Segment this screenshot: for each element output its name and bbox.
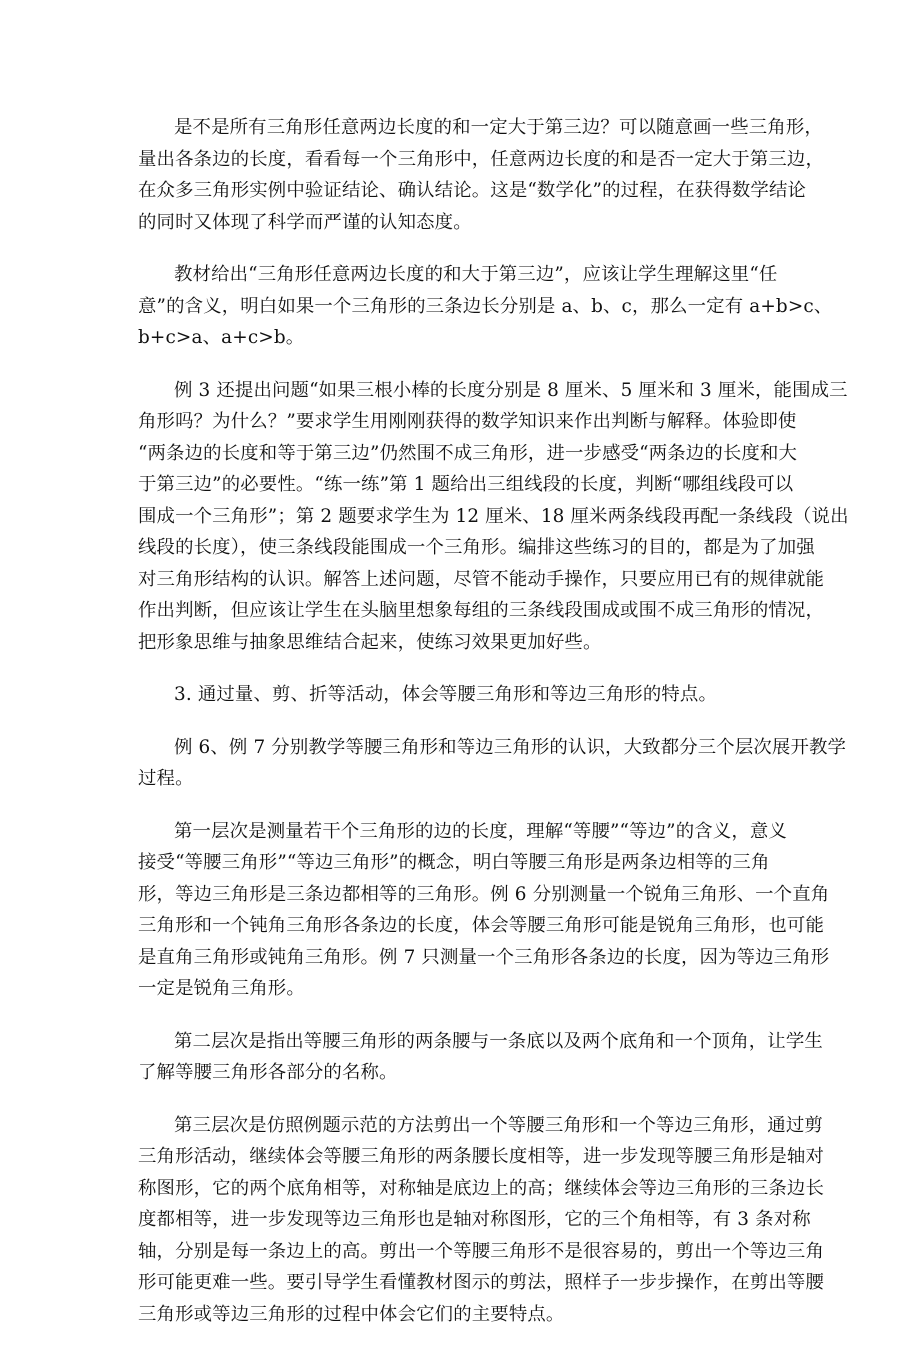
text-line: 第二层次是指出等腰三角形的两条腰与一条底以及两个底角和一个顶角，让学生 xyxy=(174,1030,823,1052)
text-line: 3. 通过量、剪、折等活动，体会等腰三角形和等边三角形的特点。 xyxy=(174,684,717,705)
text-line: 把形象思维与抽象思维结合起来，使练习效果更加好些。 xyxy=(138,631,602,653)
text-line: 形可能更难一些。要引导学生看懂教材图示的剪法，照样子一步步操作，在剪出等腰 xyxy=(138,1272,825,1293)
text-line: 意”的含义，明白如果一个三角形的三条边长分别是 a、b、c，那么一定有 a+b>c、 xyxy=(138,295,833,317)
text-line: 是不是所有三角形任意两边长度的和一定大于第三边？可以随意画一些三角形， xyxy=(174,117,823,138)
text-line: 对三角形结构的认识。解答上述问题，尽管不能动手操作，只要应用已有的规律就能 xyxy=(138,568,825,590)
text-line: 线段的长度），使三条线段能围成一个三角形。编排这些练习的目的，都是为了加强 xyxy=(138,537,815,558)
text-line: 三角形和一个钝角三角形各条边的长度，体会等腰三角形可能是锐角三角形，也可能 xyxy=(138,915,825,936)
text-line: b+c>a、a+c>b。 xyxy=(138,327,305,348)
text-line: 轴，分别是每一条边上的高。剪出一个等腰三角形不是很容易的，剪出一个等边三角 xyxy=(138,1240,825,1262)
text-line: 了解等腰三角形各部分的名称。 xyxy=(138,1062,398,1083)
text-line: 度都相等，进一步发现等边三角形也是轴对称图形，它的三个角相等，有 3 条对称 xyxy=(138,1209,811,1230)
text-line: “两条边的长度和等于第三边”仍然围不成三角形，进一步感受“两条边的长度和大 xyxy=(138,442,798,464)
text-line: 教材给出“三角形任意两边长度的和大于第三边”，应该让学生理解这里“任 xyxy=(174,264,778,285)
paragraph-first-level xyxy=(138,816,830,1005)
text-line: 例 6、例 7 分别教学等腰三角形和等边三角形的认识，大致都分三个层次展开教学 xyxy=(174,736,847,758)
paragraph-example-3 xyxy=(138,375,849,659)
text-line: 第三层次是仿照例题示范的方法剪出一个等腰三角形和一个等边三角形，通过剪 xyxy=(174,1114,823,1136)
text-line: 三角形或等边三角形的过程中体会它们的主要特点。 xyxy=(138,1303,565,1325)
text-line: 围成一个三角形”；第 2 题要求学生为 12 厘米、18 厘米两条线段再配一条线段（说出 xyxy=(138,505,849,527)
text-line: 角形吗？为什么？”要求学生用刚刚获得的数学知识来作出判断与解释。体验即使 xyxy=(138,411,797,432)
text-line: 一定是锐角三角形。 xyxy=(138,978,305,999)
section-heading-3 xyxy=(138,679,782,711)
text-line: 形，等边三角形是三条边都相等的三角形。例 6 分别测量一个锐角三角形、一个直角 xyxy=(138,883,830,905)
text-line: 第一层次是测量若干个三角形的边的长度，理解“等腰”“等边”的含义，意义 xyxy=(174,820,787,842)
text-line: 在众多三角形实例中验证结论、确认结论。这是“数学化”的过程，在获得数学结论 xyxy=(138,180,807,201)
text-line: 过程。 xyxy=(138,768,194,789)
paragraph-third-level xyxy=(138,1110,825,1331)
paragraph-second-level xyxy=(138,1026,823,1089)
text-line: 作出判断，但应该让学生在头脑里想象每组的三条线段围成或围不成三角形的情况， xyxy=(138,600,825,621)
text-line: 于第三边”的必要性。“练一练”第 1 题给出三组线段的长度，判断“哪组线段可以 xyxy=(138,474,794,495)
text-line: 的同时又体现了科学而严谨的认知态度。 xyxy=(138,211,472,233)
text-line: 是直角三角形或钝角三角形。例 7 只测量一个三角形各条边的长度，因为等边三角形 xyxy=(138,946,830,968)
paragraph-textbook-statement xyxy=(138,259,833,354)
text-line: 接受“等腰三角形”“等边三角形”的概念，明白等腰三角形是两条边相等的三角 xyxy=(138,852,770,873)
text-line: 量出各条边的长度，看看每一个三角形中，任意两边长度的和是否一定大于第三边， xyxy=(138,148,825,170)
document-page xyxy=(138,112,849,1351)
text-line: 例 3 还提出问题“如果三根小棒的长度分别是 8 厘米、5 厘米和 3 厘米，能围成三 xyxy=(174,379,848,401)
paragraph-example-6-7 xyxy=(138,732,847,795)
text-line: 三角形活动，继续体会等腰三角形的两条腰长度相等，进一步发现等腰三角形是轴对 xyxy=(138,1146,825,1167)
paragraph-triangle-inequality-question xyxy=(138,112,825,238)
text-line: 称图形，它的两个底角相等，对称轴是底边上的高；继续体会等边三角形的三条边长 xyxy=(138,1177,825,1199)
